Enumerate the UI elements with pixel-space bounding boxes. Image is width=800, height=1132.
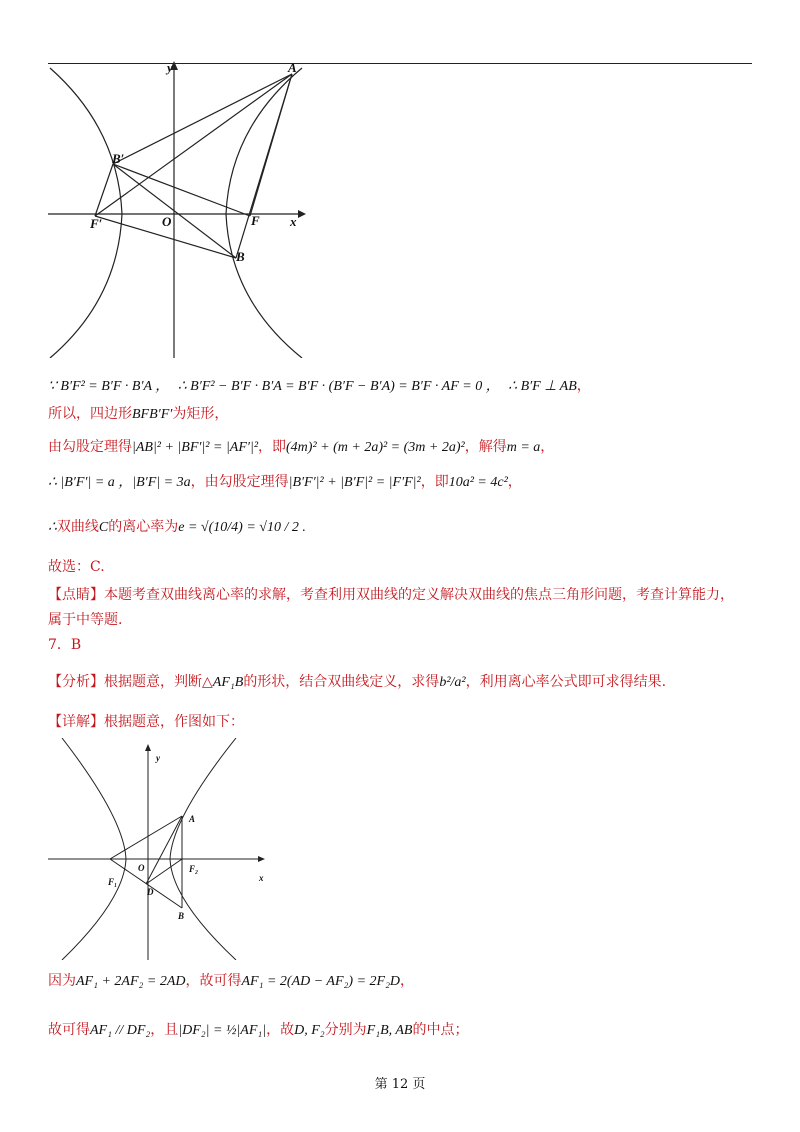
text-line-1: ∵ B′F² = B′F · B′A ， ∴ B′F² − B′F · B′A = B′F · (B′F − B′A) = B′F · AF = 0 ， ∴ B′F ⊥ AB， [48, 378, 591, 394]
left-branch [62, 738, 126, 960]
x-axis-arrow [298, 210, 306, 218]
label-x: x [259, 873, 264, 883]
label-F-prime: F′ [90, 216, 103, 231]
comment-line-2: 属于中等题. [48, 612, 123, 628]
label-F: F [251, 213, 260, 228]
label-F1: F₁ [108, 877, 118, 887]
label-A: A [288, 60, 297, 75]
text-line-13: 故可得AF₁ // DF₂，且|DF₂| = ½|AF₁|，故D, F₂分别为F₁B, AB的中点； [48, 1022, 469, 1038]
label-y: y [156, 753, 160, 763]
right-branch [226, 68, 302, 358]
label-A: A [189, 814, 196, 824]
analysis-line: 【分析】根据题意，判断△AF₁B的形状，结合双曲线定义，求得b²/a²，利用离心率公式即可求得结果. [48, 674, 667, 690]
text-line-2: 所以，四边形BFB′F′为矩形， [48, 406, 229, 422]
right-branch [170, 738, 236, 960]
label-O: O [162, 214, 172, 229]
question-7-answer: 7．B [48, 637, 82, 653]
x-axis-arrow [258, 856, 265, 862]
left-branch [50, 68, 122, 358]
label-y: y [167, 60, 173, 75]
text-line-5: ∴双曲线C的离心率为e = √(10/4) = √10 / 2 . [48, 519, 306, 535]
text-line-4: ∴ |B′F′| = a ，|B′F| = 3a，由勾股定理得|B′F′|² + |B′F|² = |F′F|²，即10a² = 4c²， [48, 474, 522, 490]
y-axis-arrow [145, 744, 151, 751]
hyperbola-figure-2 [44, 738, 276, 960]
page-number: 第 12 页 [374, 1077, 426, 1092]
label-O: O [138, 863, 145, 873]
detail-line: 【详解】根据题意，作图如下： [48, 714, 244, 730]
answer-line: 故选：C. [48, 559, 105, 575]
label-B-prime: B′ [112, 151, 125, 166]
label-B: B [178, 911, 185, 921]
hyperbola-figure-1 [40, 58, 320, 358]
text-line-12: 因为AF₁ + 2AF₂ = 2AD，故可得AF₁ = 2(AD − AF₂) = 2F₂D， [48, 973, 415, 989]
label-D: D [147, 887, 154, 897]
label-B: B [236, 249, 245, 264]
label-x: x [290, 214, 297, 229]
label-F2: F₂ [189, 864, 199, 874]
comment-line-1: 【点睛】本题考查双曲线离心率的求解，考查利用双曲线的定义解决双曲线的焦点三角形问题，考查计算能力， [48, 587, 734, 603]
text-line-3: 由勾股定理得|AB|² + |BF′|² = |AF′|²，即(4m)² + (m + 2a)² = (3m + 2a)²，解得m = a， [48, 439, 555, 455]
